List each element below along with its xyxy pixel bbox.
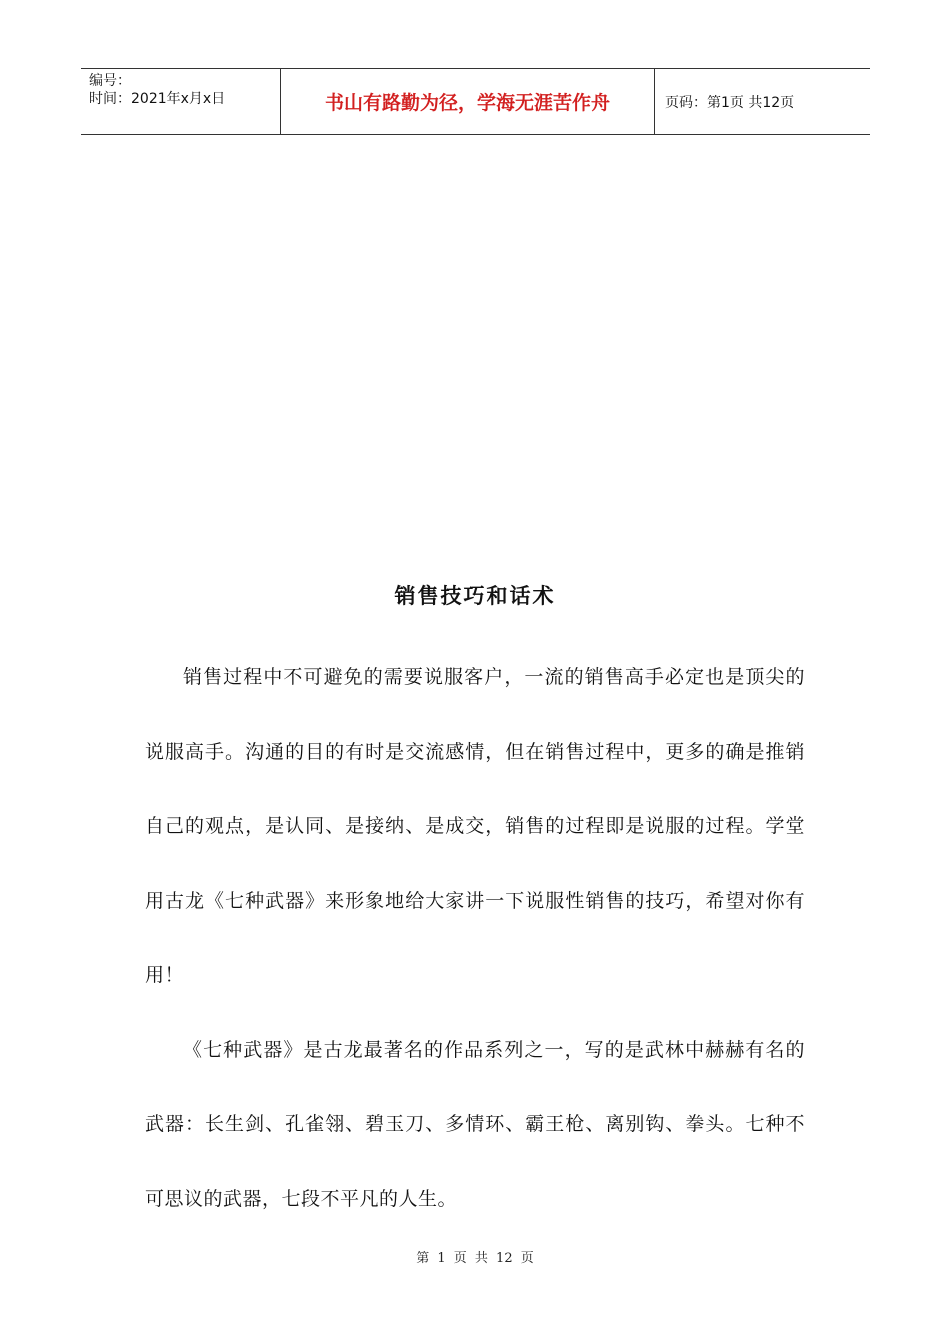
page-footer: 第 1 页 共 12 页 (416, 1251, 534, 1266)
header-meta-cell (81, 69, 281, 134)
header-motto: 书山有路勤为径，学海无涯苦作舟 (281, 69, 655, 134)
paragraph: 销售过程中不可避免的需要说服客户，一流的销售高手必定也是顶尖的说服高手。沟通的目的有时是交流感情，但在销售过程中，更多的确是推销自己的观点，是认同、是接纳、是成交，销售的过程即是说服的过程。学堂用古龙《七种武器》来形象地给大家讲一下说服性销售的技巧，希望对你有用！ (145, 666, 805, 986)
document-body (145, 640, 805, 1236)
header-number-label: 编号： (89, 73, 131, 89)
document-title: 销售技巧和话术 (394, 583, 556, 608)
page-header (81, 68, 870, 135)
header-page-info: 页码：第1页 共12页 (665, 94, 795, 111)
paragraph: 《七种武器》是古龙最著名的作品系列之一，写的是武林中赫赫有名的武器：长生剑、孔雀翎、碧玉刀、多情环、霸王枪、离别钩、拳头。七种不可思议的武器，七段不平凡的人生。 (145, 1038, 805, 1210)
header-date-label: 时间：2021年x月x日 (89, 91, 226, 107)
